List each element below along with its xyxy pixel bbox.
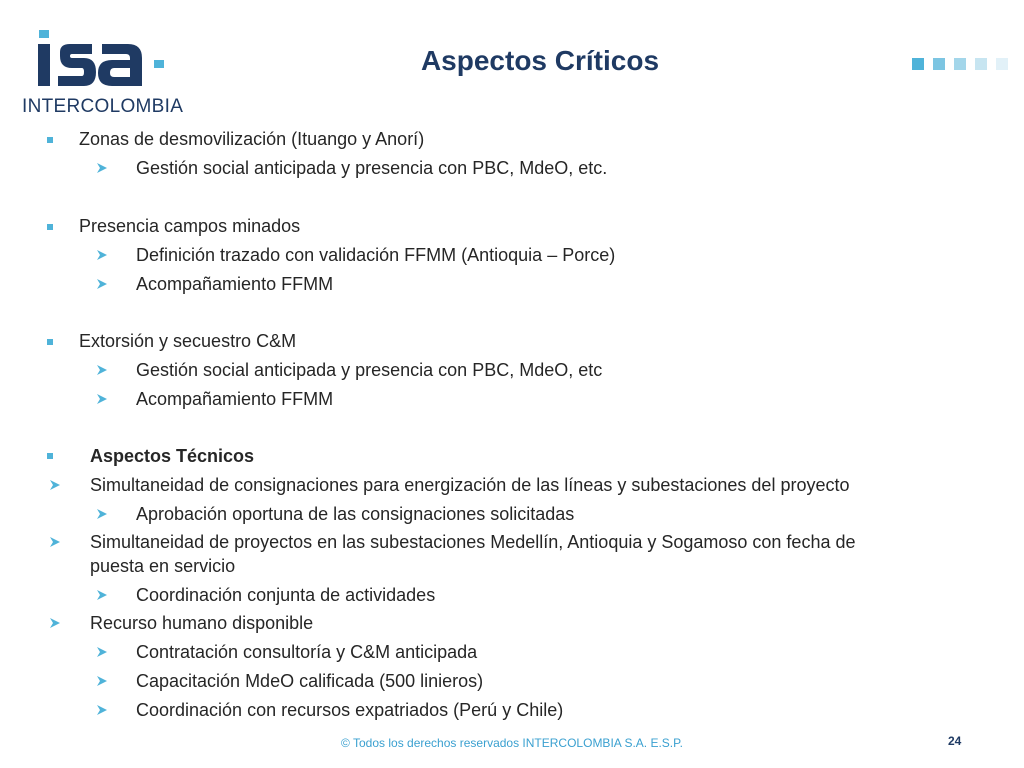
arrow-bullet-icon (96, 675, 108, 687)
arrow-bullet-icon (96, 393, 108, 405)
decor-square (975, 58, 987, 70)
section-heading: Aspectos Técnicos (90, 446, 255, 466)
list-item: Simultaneidad de consignaciones para energización de las líneas y subestaciones del proyecto (90, 475, 850, 495)
list-item: Definición trazado con validación FFMM (Antioquia – Porce) (136, 245, 616, 265)
arrow-bullet-icon (96, 508, 108, 520)
logo-subtitle: INTERCOLOMBIA (22, 96, 184, 117)
arrow-bullet-icon (96, 249, 108, 261)
decor-square (996, 58, 1008, 70)
list-item: Recurso humano disponible (90, 613, 314, 633)
decor-square (954, 58, 966, 70)
arrow-bullet-icon (96, 162, 108, 174)
arrow-bullet-icon (96, 646, 108, 658)
list-item: Acompañamiento FFMM (136, 274, 334, 294)
arrow-bullet-icon (49, 617, 61, 629)
isa-intercolombia-logo (22, 28, 182, 123)
list-item: Capacitación MdeO calificada (500 linieros) (136, 671, 484, 691)
arrow-bullet-icon (96, 278, 108, 290)
decor-square (912, 58, 924, 70)
square-bullet (47, 137, 53, 143)
list-item: Contratación consultoría y C&M anticipada (136, 642, 478, 662)
arrow-bullet-icon (49, 536, 61, 548)
list-item: Presencia campos minados (79, 216, 301, 236)
arrow-bullet-icon (96, 704, 108, 716)
square-bullet (47, 224, 53, 230)
list-item: Gestión social anticipada y presencia con PBC, MdeO, etc (136, 360, 603, 380)
decor-square (933, 58, 945, 70)
list-item: Gestión social anticipada y presencia con PBC, MdeO, etc. (136, 158, 608, 178)
square-bullet (47, 339, 53, 345)
list-item: Coordinación con recursos expatriados (Perú y Chile) (136, 700, 564, 720)
list-item: Acompañamiento FFMM (136, 389, 334, 409)
square-bullet (47, 453, 53, 459)
list-item: Simultaneidad de proyectos en las subestaciones Medellín, Antioquia y Sogamoso con fecha de (90, 532, 856, 552)
page-title: Aspectos Críticos (420, 45, 660, 76)
list-item: Extorsión y secuestro C&M (79, 331, 297, 351)
list-item-continuation: puesta en servicio (90, 556, 236, 576)
arrow-bullet-icon (96, 589, 108, 601)
page-number: 24 (948, 734, 962, 748)
list-item: Coordinación conjunta de actividades (136, 585, 436, 605)
isa-logo-mark (36, 28, 176, 90)
list-item: Aprobación oportuna de las consignaciones solicitadas (136, 504, 575, 524)
list-item: Zonas de desmovilización (Ituango y Anorí) (79, 129, 425, 149)
arrow-bullet-icon (49, 479, 61, 491)
arrow-bullet-icon (96, 364, 108, 376)
decorative-squares (912, 58, 1008, 70)
copyright-footer: © Todos los derechos reservados INTERCOLOMBIA S.A. E.S.P. (341, 736, 683, 750)
